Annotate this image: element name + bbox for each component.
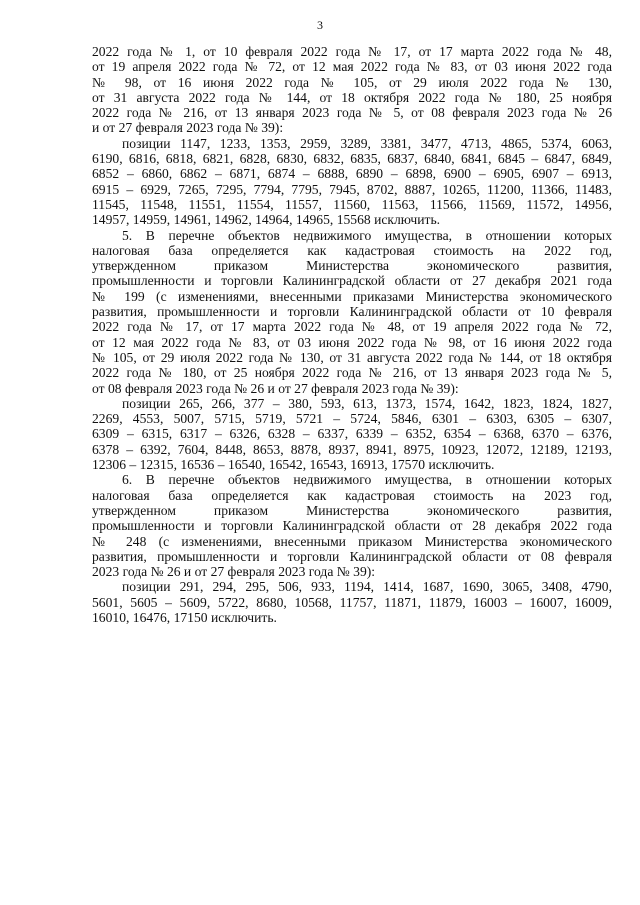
text-line: 16010, 16476, 17150 исключить.	[92, 609, 277, 625]
text-line: позиции 1147, 1233, 1353, 2959, 3289, 3381, 3477, 4713, 4865, 5374, 6063,	[122, 135, 612, 151]
text-line: 2022 года № 180, от 25 ноября 2022 года № 216, от 13 января 2023 года № 5,	[92, 365, 612, 381]
text-line: развития, промышленности и торговли Калининградской области от 08 февраля	[92, 548, 612, 564]
paragraph	[92, 228, 612, 396]
text-line: от 19 апреля 2022 года № 72, от 12 мая 2022 года № 83, от 03 июня 2022 года	[92, 59, 612, 75]
text-line: налоговая база определяется как кадастровая стоимость на 2022 год,	[92, 242, 612, 258]
text-line: утвержденном приказом Министерства экономического развития,	[92, 502, 612, 518]
paragraph	[92, 44, 612, 136]
text-line: № 105, от 29 июля 2022 года № 130, от 31 августа 2022 года № 144, от 18 октября	[92, 349, 612, 365]
text-line: промышленности и торговли Калининградской области от 28 декабря 2022 года	[92, 518, 612, 534]
text-line: от 31 августа 2022 года № 144, от 18 октября 2022 года № 180, 25 ноября	[92, 89, 612, 105]
text-line: от 12 мая 2022 года № 83, от 03 июня 2022 года № 98, от 16 июня 2022 года	[92, 334, 612, 350]
text-line: 5. В перечне объектов недвижимого имущества, в отношении которых	[122, 227, 612, 243]
text-line: 2022 года № 17, от 17 марта 2022 года № 48, от 19 апреля 2022 года № 72,	[92, 319, 612, 335]
text-line: и от 27 февраля 2023 года № 39):	[92, 120, 284, 136]
paragraph	[92, 136, 612, 228]
text-line: 12306 – 12315, 16536 – 16540, 16542, 16543, 16913, 17570 исключить.	[92, 457, 495, 473]
text-line: развития, промышленности и торговли Калининградской области от 10 февраля	[92, 304, 612, 320]
text-line: позиции 265, 266, 377 – 380, 593, 613, 1373, 1574, 1642, 1823, 1824, 1827,	[122, 395, 612, 411]
document-body	[92, 44, 612, 625]
text-line: позиции 291, 294, 295, 506, 933, 1194, 1414, 1687, 1690, 3065, 3408, 4790,	[122, 579, 612, 595]
text-line: 6915 – 6929, 7265, 7295, 7794, 7795, 7945, 8702, 8887, 10265, 11200, 11366, 11483,	[92, 181, 612, 197]
text-line: 6190, 6816, 6818, 6821, 6828, 6830, 6832, 6835, 6837, 6840, 6841, 6845 – 6847, 6849,	[92, 151, 612, 167]
paragraph	[92, 472, 612, 579]
text-line: 2023 года № 26 и от 27 февраля 2023 года № 39):	[92, 564, 376, 580]
paragraph	[92, 579, 612, 625]
text-line: 2269, 4553, 5007, 5715, 5719, 5721 – 5724, 5846, 6301 – 6303, 6305 – 6307,	[92, 411, 612, 427]
text-line: № 199 (с изменениями, внесенными приказами Министерства экономического	[92, 288, 612, 304]
text-line: 6. В перечне объектов недвижимого имущества, в отношении которых	[122, 472, 612, 488]
text-line: налоговая база определяется как кадастровая стоимость на 2023 год,	[92, 487, 612, 503]
text-line: 6378 – 6392, 7604, 8448, 8653, 8878, 8937, 8941, 8975, 10923, 12072, 12189, 12193,	[92, 441, 612, 457]
text-line: 2022 года № 1, от 10 февраля 2022 года № 17, от 17 марта 2022 года № 48,	[92, 44, 612, 59]
text-line: от 08 февраля 2023 года № 26 и от 27 февраля 2023 года № 39):	[92, 380, 459, 396]
text-line: 14957, 14959, 14961, 14962, 14964, 14965, 15568 исключить.	[92, 212, 441, 228]
paragraph	[92, 396, 612, 472]
page-number: 3	[317, 18, 323, 32]
text-line: № 98, от 16 июня 2022 года № 105, от 29 июля 2022 года № 130,	[92, 74, 612, 90]
text-line: 6309 – 6315, 6317 – 6326, 6328 – 6337, 6339 – 6352, 6354 – 6368, 6370 – 6376,	[92, 426, 612, 442]
text-line: 5601, 5605 – 5609, 5722, 8680, 10568, 11757, 11871, 11879, 16003 – 16007, 16009,	[92, 594, 612, 610]
text-line: промышленности и торговли Калининградской области от 27 декабря 2021 года	[92, 273, 612, 289]
text-line: утвержденном приказом Министерства экономического развития,	[92, 258, 612, 274]
text-line: 11545, 11548, 11551, 11554, 11557, 11560, 11563, 11566, 11569, 11572, 14956,	[92, 196, 612, 212]
text-line: № 248 (с изменениями, внесенными приказом Министерства экономического	[92, 533, 612, 549]
text-line: 2022 года № 216, от 13 января 2023 года № 5, от 08 февраля 2023 года № 26	[92, 105, 612, 121]
text-line: 6852 – 6860, 6862 – 6871, 6874 – 6888, 6890 – 6898, 6900 – 6905, 6907 – 6913,	[92, 166, 612, 182]
